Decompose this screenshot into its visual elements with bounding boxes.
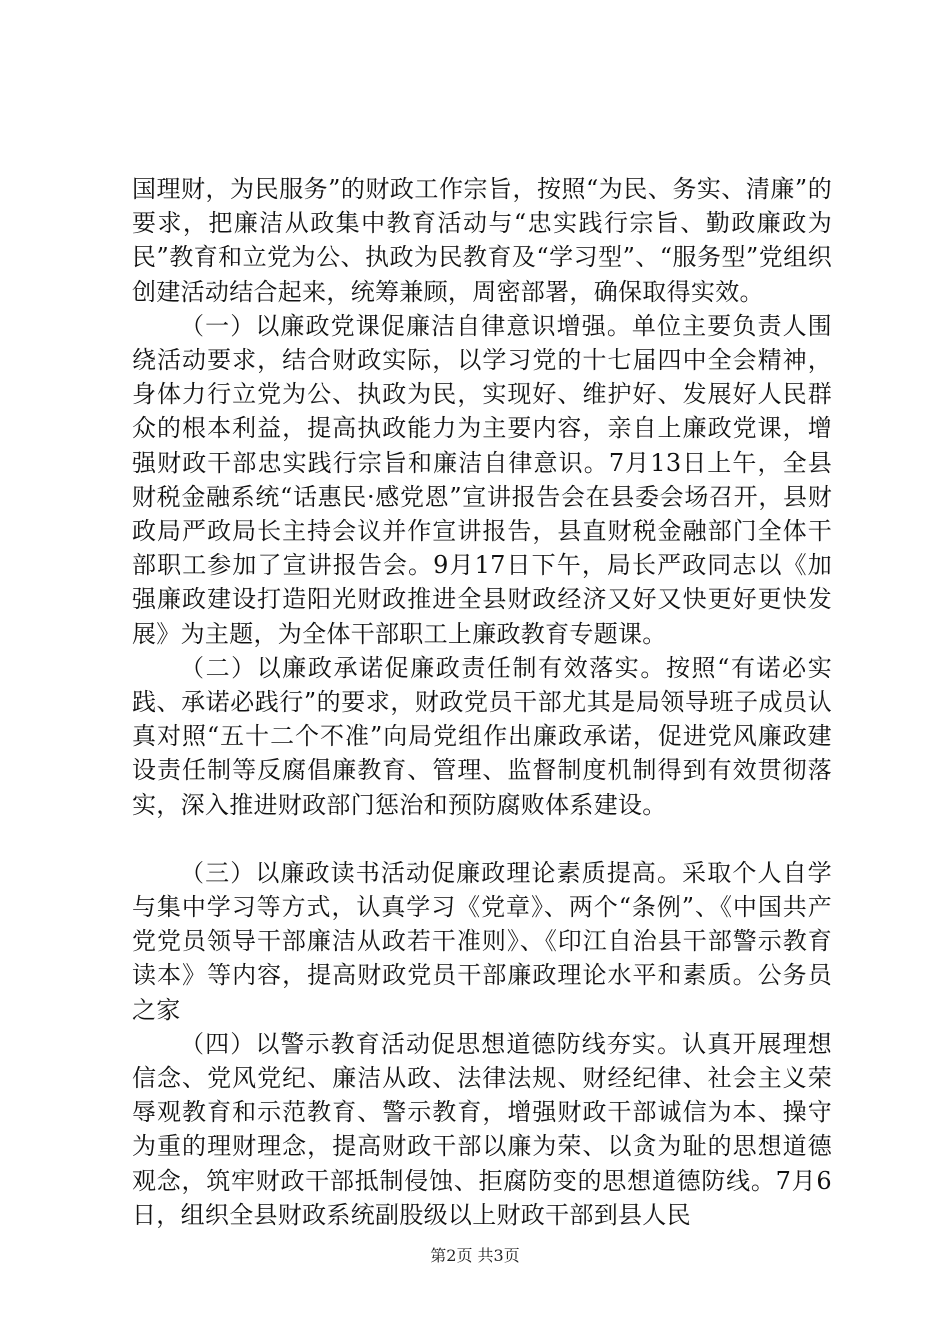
document-body — [132, 172, 832, 1232]
paragraph-intro-continuation: 国理财，为民服务”的财政工作宗旨，按照“为民、务实、清廉”的要求，把廉洁从政集中教育活动与“忠实践行宗旨、勤政廉政为民”教育和立党为公、执政为民教育及“学习型”、“服务型”党组织创建活动结合起来，统筹兼顾，周密部署，确保取得实效。 — [132, 175, 832, 306]
paragraph-section-2: （二）以廉政承诺促廉政责任制有效落实。按照“有诺必实践、承诺必践行”的要求，财政党员干部尤其是局领导班子成员认真对照“五十二个不准”向局党组作出廉政承诺，促进党风廉政建设责任制等反腐倡廉教育、管理、监督制度机制得到有效贯彻落实，深入推进财政部门惩治和预防腐败体系建设。 — [132, 653, 832, 819]
page-number-footer: 第2页 共3页 — [430, 1246, 520, 1265]
paragraph-section-1: （一）以廉政党课促廉洁自律意识增强。单位主要负责人围绕活动要求，结合财政实际，以学习党的十七届四中全会精神，身体力行立党为公、执政为民，实现好、维护好、发展好人民群众的根本利益，提高执政能力为主要内容，亲自上廉政党课，增强财政干部忠实践行宗旨和廉洁自律意识。7月13日上午，全县财税金融系统“话惠民·感党恩”宣讲报告会在县委会场召开，县财政局严政局长主持会议并作宣讲报告，县直财税金融部门全体干部职工参加了宣讲报告会。9月17日下午，局长严政同志以《加强廉政建设打造阳光财政推进全县财政经济又好又快更好更快发展》为主题，为全体干部职工上廉政教育专题课。 — [132, 311, 832, 648]
paragraph-section-4: （四）以警示教育活动促思想道德防线夯实。认真开展理想信念、党风党纪、廉洁从政、法律法规、财经纪律、社会主义荣辱观教育和示范教育、警示教育，增强财政干部诚信为本、操守为重的理财理念，提高财政干部以廉为荣、以贪为耻的思想道德观念，筑牢财政干部抵制侵蚀、拒腐防变的思想道德防线。7月6日，组织全县财政系统副股级以上财政干部到县人民 — [132, 1029, 832, 1229]
paragraph-section-3: （三）以廉政读书活动促廉政理论素质提高。采取个人自学与集中学习等方式，认真学习《党章》、两个“条例”、《中国共产党党员领导干部廉洁从政若干准则》、《印江自治县干部警示教育读本》等内容，提高财政党员干部廉政理论水平和素质。公务员之家 — [132, 858, 832, 1024]
